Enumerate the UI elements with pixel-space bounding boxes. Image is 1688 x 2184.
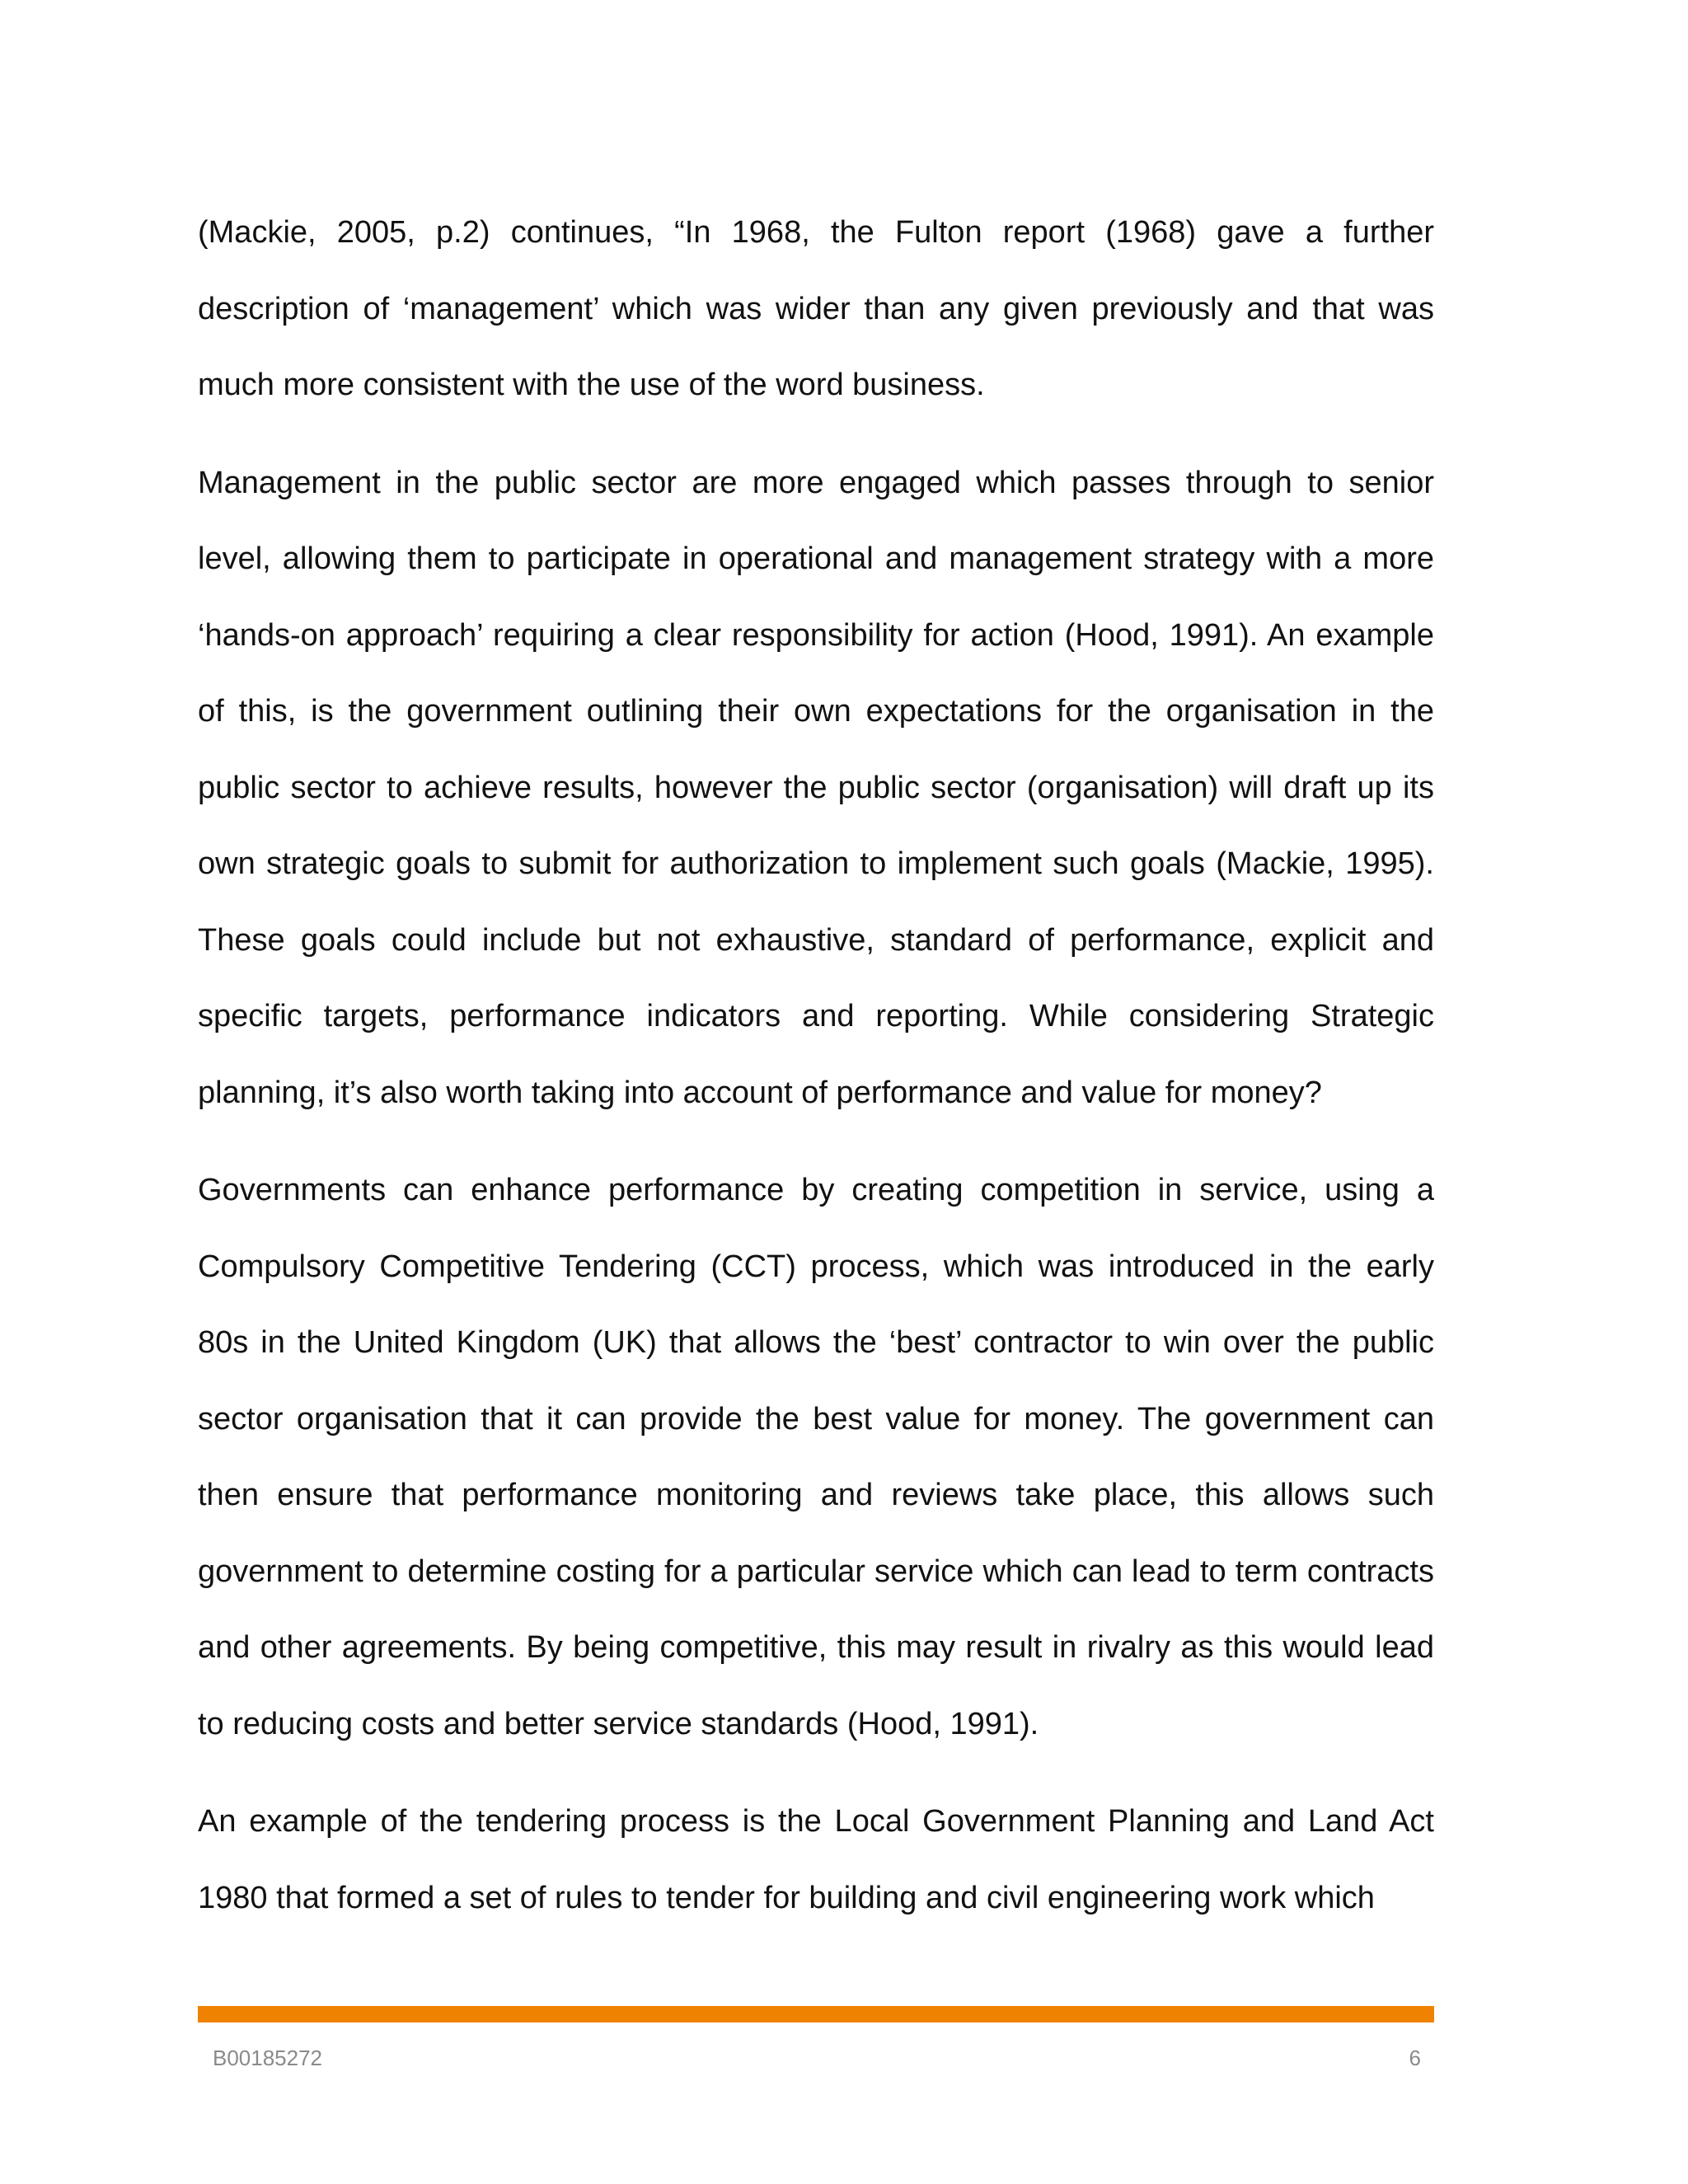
footer-rule — [198, 2006, 1434, 2022]
paragraph-3: Governments can enhance performance by creating competition in service, using a Compulsory Competitive Tendering (CCT) process, which was introduced in the early 80s in the United Kingdom (UK) that allows the ‘best’ contractor to win over the public sector organisation that it can provide the best value for money. The government can then ensure that performance monitoring and reviews take place, this allows such government to determine costing for a particular service which can lead to term contracts and other agreements. By being competitive, this may result in rivalry as this would lead to reducing costs and better service standards (Hood, 1991). — [198, 1173, 1434, 1741]
paragraph-1: (Mackie, 2005, p.2) continues, “In 1968, the Fulton report (1968) gave a further description of ‘management’ which was wider than any given previously and that was much more consistent with the use of the word business. — [198, 215, 1434, 402]
paragraph-4: An example of the tendering process is the Local Government Planning and Land Act 1980 that formed a set of rules to tender for building and civil engineering work which — [198, 1804, 1434, 1915]
page-number: 6 — [1409, 2046, 1421, 2070]
paragraph-2: Management in the public sector are more engaged which passes through to senior level, allowing them to participate in operational and management strategy with a more ‘hands-on approach’ requiring a clear responsibility for action (Hood, 1991). An example of this, is the government outlining their own expectations for the organisation in the public sector to achieve results, however the public sector (organisation) will draft up its own strategic goals to submit for authorization to implement such goals (Mackie, 1995). These goals could include but not exhaustive, standard of performance, explicit and specific targets, performance indicators and reporting. While considering Strategic planning, it’s also worth taking into account of performance and value for money? — [198, 465, 1434, 1110]
body-text — [198, 194, 1434, 1957]
page-footer — [198, 2039, 1434, 2080]
student-id: B00185272 — [213, 2046, 323, 2070]
